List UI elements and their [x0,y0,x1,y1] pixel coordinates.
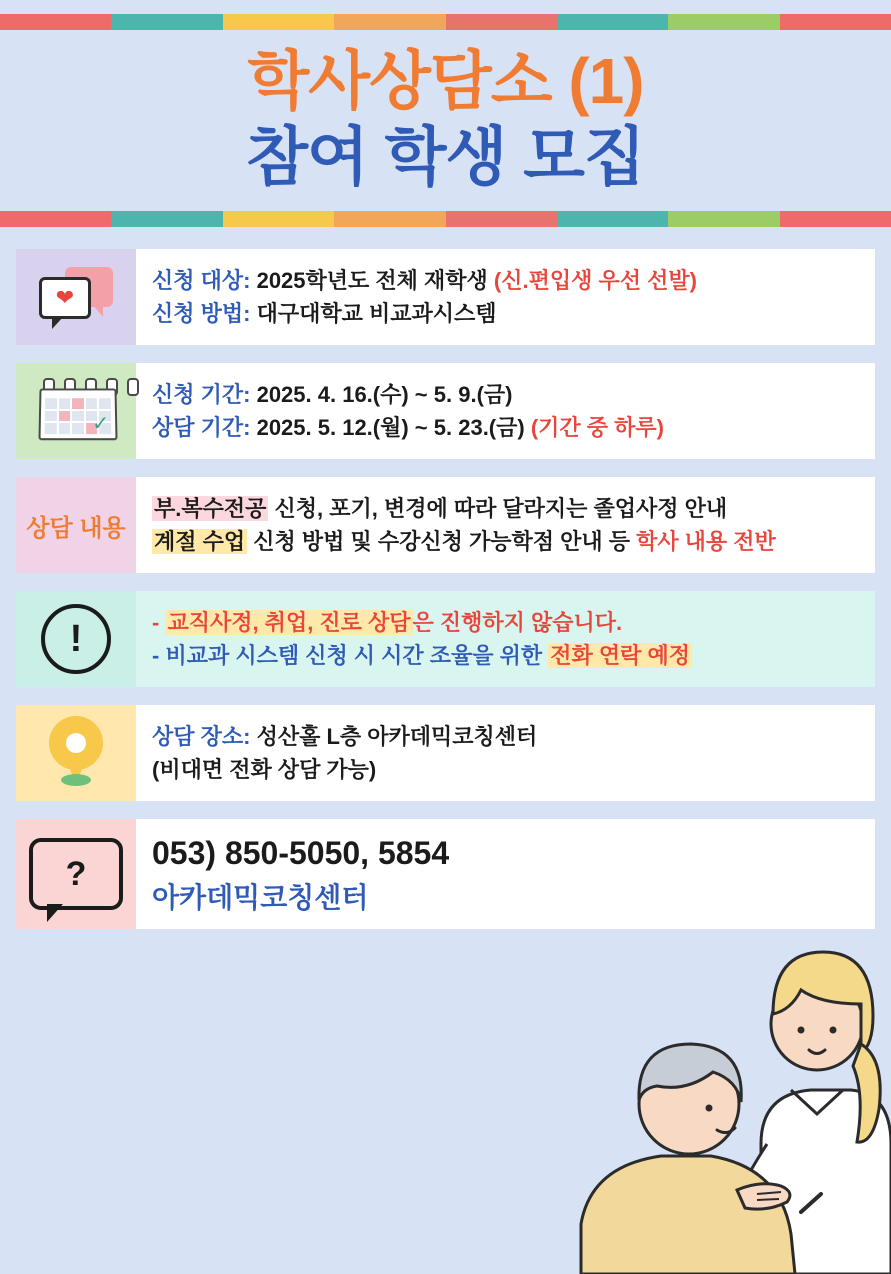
apply-target-line [152,264,859,297]
exclamation-icon: ! [16,591,136,687]
content-body [136,477,875,573]
period-body [136,363,875,459]
place-value: 성산홀 L층 아카데믹코칭센터 [256,724,538,750]
content-line-2-rest: 신청 방법 및 수강신청 가능학점 안내 등 [247,529,637,555]
consult-period-line [152,411,859,444]
content-line-1-highlight: 부.복수전공 [154,496,267,522]
apply-method-label: 신청 방법: [152,301,251,327]
apply-body [136,249,875,345]
content-label: 상담 내용 [16,477,136,573]
title-underline-stripe [0,211,891,227]
location-pin-icon [16,705,136,801]
contact-center: 아카데믹코칭센터 [152,882,369,914]
title-line-1: 학사상담소 (1) [247,45,644,117]
notice-line-2-text: 비교과 시스템 신청 시 시간 조율을 위한 [165,643,549,669]
chat-heart-icon [16,249,136,345]
apply-method-line [152,297,859,330]
title-line-2: 참여 학생 모집 [246,120,645,193]
notice-line-1-dash: - [152,610,160,636]
notice-line-1-highlight: 교직사정, 취업, 진로 상담 [167,610,411,636]
place-body [136,705,875,801]
contact-phone: 053) 850-5050, 5854 [152,835,450,872]
consultation-illustration [461,894,891,1274]
content-line-2 [152,525,859,558]
apply-target-label: 신청 대상: [152,268,251,294]
notice-body [136,591,875,687]
top-color-stripe [0,14,891,30]
place-line [152,720,859,753]
question-bubble-icon: ? [16,819,136,929]
row-content [16,477,875,573]
apply-period-label: 신청 기간: [152,382,251,408]
calendar-icon: ✓ [16,363,136,459]
notice-line-1-rest: 은 진행하지 않습니다. [412,610,623,636]
apply-period-value: 2025. 4. 16.(수) ~ 5. 9.(금) [256,382,513,408]
contact-body [136,819,875,929]
apply-target-value: 2025학년도 전체 재학생 [256,268,488,294]
notice-line-2-dash: - [152,643,160,669]
place-label: 상담 장소: [152,724,251,750]
page-title [0,30,891,205]
apply-method-value: 대구대학교 비교과시스템 [256,301,497,327]
heart-icon: ❤ [55,285,75,311]
consult-period-label: 상담 기간: [152,415,251,441]
row-apply [16,249,875,345]
content-line-1-rest: 신청, 포기, 변경에 따라 달라지는 졸업사정 안내 [268,496,728,522]
notice-line-2 [152,639,859,672]
notice-line-1 [152,606,859,639]
content-line-1 [152,492,859,525]
content-line-2-highlight: 계절 수업 [154,529,246,555]
row-period [16,363,875,459]
apply-target-note: (신.편입생 우선 선발) [493,268,697,294]
notice-line-2-emphasis: 전화 연락 예정 [550,643,691,669]
row-place [16,705,875,801]
apply-period-line [152,378,859,411]
consult-period-value: 2025. 5. 12.(월) ~ 5. 23.(금) [256,415,525,441]
row-notice [16,591,875,687]
place-sub: (비대면 전화 상담 가능) [152,757,377,783]
content-line-2-emphasis: 학사 내용 전반 [636,529,776,555]
row-contact [16,819,875,929]
consult-period-note: (기간 중 하루) [530,415,664,441]
poster-root [0,14,891,1274]
